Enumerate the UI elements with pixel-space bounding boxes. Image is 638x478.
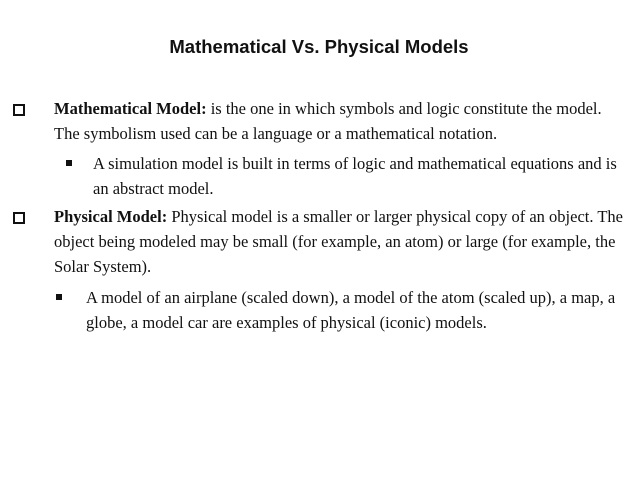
slide-title: Mathematical Vs. Physical Models: [169, 36, 469, 57]
section-mathematical-model: [54, 96, 624, 146]
section-text: Physical model is a smaller or larger physical copy of an object. The object being modeled may be small (for example, an atom) or large (for example, the Solar System).: [54, 207, 623, 276]
checkbox-square-icon: [13, 212, 25, 224]
filled-square-bullet-icon: [66, 160, 72, 166]
sub-bullet-physical-examples: [86, 285, 616, 335]
filled-square-bullet-icon: [56, 294, 62, 300]
section-text: is the one in which symbols and logic constitute the model. The symbolism used can be a language or a mathematical notation.: [54, 99, 602, 143]
section-paragraph: [54, 204, 624, 279]
checkbox-square-icon: [13, 104, 25, 116]
section-term: Mathematical Model:: [54, 99, 207, 118]
sub-bullet-simulation-model: [93, 151, 625, 201]
section-term: Physical Model:: [54, 207, 168, 226]
section-paragraph: [54, 96, 624, 146]
sub-bullet-text: A model of an airplane (scaled down), a model of the atom (scaled up), a map, a globe, a model car are examples of physical (iconic) models.: [86, 288, 616, 332]
sub-bullet-text: A simulation model is built in terms of logic and mathematical equations and is an abstract model.: [93, 154, 617, 198]
section-physical-model: [54, 204, 624, 279]
